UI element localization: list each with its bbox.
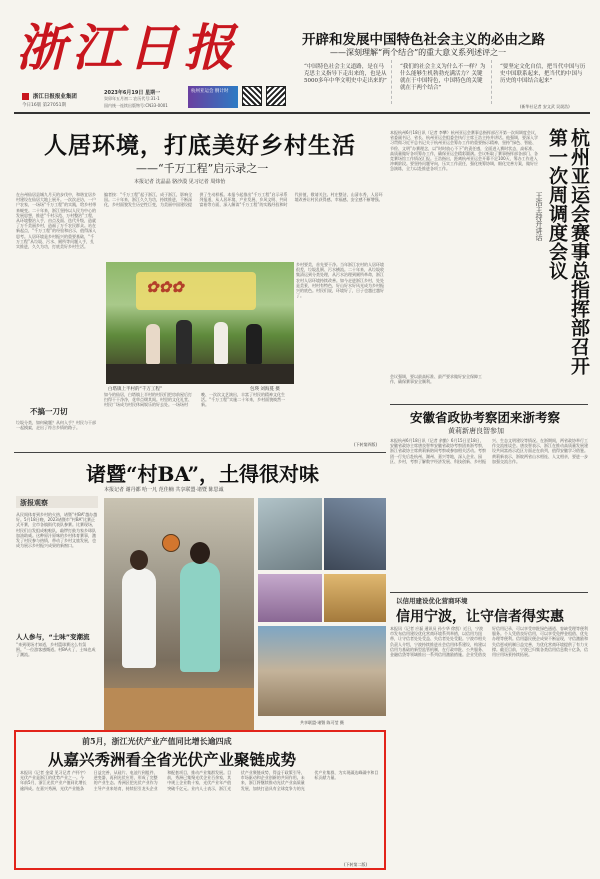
credit-kicker: 以信用建设优化营商环境 bbox=[396, 597, 468, 605]
lead-body-col1b: 垃圾分类，如何破题？从何入手？村民与干部一起摸索，走出了符合乡情的路子。 bbox=[16, 420, 96, 431]
lead-title: 人居环境，打底美好乡村生活 bbox=[44, 132, 356, 159]
column-body-1: 从民间体育到乡村的火热，诸暨“村BA”越办越好。5月18日晚，2023诸暨市“村BA”比赛正式开赛，全市各镇街代表队参赛。比赛现场，村民们自发组成啦啦队，敲锣打鼓为家乡球队加油助威。这种原汁原味的乡村体育赛事，激发了村民参与热情，带动了乡村文旅发展，也成为展示乡村振兴成果的新窗口。 bbox=[16, 512, 98, 549]
credit-headline: 信用宁波，让守信者得实惠 bbox=[396, 609, 564, 625]
quote-1: “中国特色社会主义道路，是在马克思主义指导下走出来的，也是从5000多年中华文明史中走出来的” bbox=[300, 60, 392, 104]
column-label bbox=[16, 496, 98, 508]
right-lead-title: 杭州亚运会赛事总指挥部召开第一次周调度会议 bbox=[546, 128, 590, 375]
column-title: 人人参与，“土味”变潮流 bbox=[16, 633, 90, 641]
lead-body-intro: 编者按：“千万工程”起于浙江，成于浙江，影响全国。二十年来，浙江久久为功，持续推进，不断深化，乡村面貌发生历史性巨变，为美丽中国建设提供了生动样板。本报今起推出“千万工程”启示录系列报道，从人居环境、产业发展、乡风文明、共同富裕等方面，深入解读“千万工程”的实践经验和时代价值，敬请关注。村庄整洁，山清水秀，人居环境改善让村民获得感、幸福感、安全感不断增强。 bbox=[104, 192, 383, 208]
series-title: 开辟和发展中国特色社会主义的必由之路 bbox=[302, 32, 545, 48]
cunba-byline: 本报记者 谢丹都 哈一凡 范佳楠 共享联盟·诸暨 陈思诚 bbox=[104, 487, 224, 493]
player-white bbox=[122, 568, 156, 668]
quote-3: “要坚定文化自信，把当代中国与历史中国联系起来，把当代的中国与历史的中国结合起来” bbox=[500, 64, 586, 84]
series-quotes bbox=[300, 60, 590, 106]
lead-byline: 本报记者 沈晶晶 骆沙漠 见习记者 周炜怡 bbox=[134, 179, 226, 185]
lead-subtitle: ——“千万工程”启示录之一 bbox=[136, 162, 269, 175]
cunba-photo-5 bbox=[324, 574, 386, 622]
masthead-title: 浙江日报 bbox=[16, 18, 240, 77]
asian-games-ad bbox=[188, 86, 238, 108]
lead-body-col2: 如今的仙居，白塔镇上半村的村民们把房前屋后打扫得干干净净，花草点缀其间。村里的文化礼堂、村民广场成为村民休闲娱乐的好去处。一场场村晚、一次次文艺演出，丰富了村民的精神文化生活。“千万工程”实施二十年来，乡村面貌焕然一新。 bbox=[104, 392, 286, 408]
player-green-head bbox=[190, 542, 210, 564]
cunba-title: 诸暨“村BA”，土得很对味 bbox=[86, 462, 320, 486]
solar-kicker: 前5月，浙江光伏产业产值同比增长逾四成 bbox=[82, 736, 232, 746]
masthead-cn: 国内统一连续出版物号:CN33-0001 bbox=[104, 103, 168, 108]
series-subtitle: ——深刻理解“两个结合”的重大意义系列述评之一 bbox=[330, 48, 507, 57]
lead-photo-caption: 白塔镇上半村的“千万工程” bbox=[108, 387, 163, 392]
right-body-2: 会议强调，要以最高标准、最严要求做好安全保障工作，确保赛事安全顺利。 bbox=[390, 374, 482, 385]
masthead-date: 2023年6月19日 星期一 bbox=[104, 90, 161, 96]
performer-3 bbox=[214, 322, 228, 364]
masthead-divider bbox=[14, 112, 590, 114]
masthead-lunar: 癸卯年五月初二 农历代号:31-1 bbox=[104, 96, 160, 101]
cunba-photo-6 bbox=[258, 626, 386, 716]
masthead-group bbox=[22, 92, 77, 100]
group-name: 浙江日报报业集团 bbox=[32, 94, 77, 100]
lead-body-col1: 在台州仙居县城九月天的步伐中，和谐宜居乡村建设在仙居大地上展开。一次次走访，一户户农家，一场场“千万工程”的实践，给乡村带来蜕变。二十年来，浙江坚持以人民为中心的发展思想，推进“千村示范、万村整治”工程，从环境整治入手，由点及面、迭代升级，造就了万千美丽乡村，造福了万千农民群众。站在新起点，“千万工程”的经验和启示，值得深入思考。人居环境是乡村振兴的重要基础，“千万工程”从垃圾、污水、厕所等问题入手，扎实推进，久久为功，打底美好乡村生活。 bbox=[16, 192, 97, 250]
right-body-1: 本报杭州6月18日讯（记者 李攀）杭州亚运会赛事总指挥部召开第一次周调度会议，省委副书记、省长、杭州亚运会组委会执行主席王浩主持并讲话。他强调，要深入学习贯彻习近平总书记关于杭州亚运会筹办工作的重要指示精神，坚持“绿色、智能、节俭、文明”办赛理念，以“时时放心不下”的责任感，全面进入赛时状态，高标准、高质量做好各项筹办工作，确保亚运会精彩圆满。会议听取了赛事指挥部各部门、各竞赛场馆工作情况汇报。王浩指出，距离杭州亚运会开幕不足100天，筹办工作进入冲刺阶段。要坚持问题导向，压实工作责任，强化统筹协调，细化完善方案，做好应急演练，全力以赴推进各项工作。 bbox=[390, 130, 539, 172]
credit-body: 本报讯（记者 应磊 通讯员 孙少华 徐凯）近日，宁波市发布信用建设优化营商环境系列举措，以信用为纽带，让守信者处处受益、失信者处处受限。宁波市相关负责人介绍，宁波持续推进社会信用体系建设，构建以信用为基础的新型监管机制，在行政审批、公共服务、金融信贷等领域推出一系列信用激励措施。企业凭借良好信用记录，可以享受审批绿色通道、容缺受理等便利服务。个人凭借良好信用，可以享受免押金租借、优先办理等便利。信用惠民便企成果不断显现，守信激励和失信惩戒机制日益完善，为优化营商环境提供了有力支撑。截至目前，宁波已归集各类信用信息数十亿条，信用应用场景持续拓展。 bbox=[390, 626, 588, 658]
series-byline: (新华社记者 安文武 吴晟浩) bbox=[520, 104, 570, 109]
qr-code-icon bbox=[242, 86, 262, 106]
qr-code-icon-2 bbox=[266, 86, 286, 106]
player-green bbox=[180, 562, 220, 672]
lead-body-col3: 乡村要美，首先要干净。当年浙江农村的人居环境很差，垃圾乱倒、污水横流。二十年来，从垃圾收集清运到分类处理，从污水治理到厕所革命，浙江农村人居环境持续改善。如今走进浙江乡村，处处是美景，村村有特色，好山好水好风光成为乡村振兴的底色。村民们说，环境好了，日子也越过越好了。 bbox=[296, 262, 384, 299]
anhui-sub: 黄莉新唐良智参加 bbox=[448, 427, 504, 435]
lead-photo-credit: 包瑛 刘海蔓 摄 bbox=[250, 387, 280, 392]
stage-floor bbox=[106, 364, 294, 384]
anhui-title: 安徽省政协考察团来浙考察 bbox=[410, 410, 561, 425]
column-label-text: 浙报观察 bbox=[20, 499, 48, 507]
right-divider-1 bbox=[390, 404, 588, 405]
logo-icon bbox=[22, 93, 29, 100]
cunba-photo-credit: 共享联盟·诸暨 陈可莹 摄 bbox=[300, 720, 344, 725]
solar-title: 从嘉兴秀洲看全省光伏产业聚链成势 bbox=[48, 750, 297, 769]
performer-4 bbox=[246, 324, 262, 364]
right-lead-sub: 王浩主持并讲话 bbox=[535, 192, 543, 241]
lead-photo bbox=[106, 262, 294, 384]
performer-1 bbox=[146, 324, 160, 364]
cunba-photo-4 bbox=[258, 574, 322, 622]
cunba-photo-3 bbox=[324, 498, 386, 570]
court-floor bbox=[104, 688, 254, 730]
ad-title: 杭州亚运会 倒计时 bbox=[191, 89, 229, 94]
player-white-head bbox=[130, 550, 148, 570]
masthead-edition: 今日16版 第27051期 bbox=[22, 103, 66, 108]
mid-divider bbox=[14, 452, 386, 453]
anhui-body: 本报杭州6月18日讯（记者 余勤）6月15日至18日，安徽省政协主席唐良智率安徽省政协考察团来浙考察，浙江省政协主席黄莉新陪同考察或参加相关活动。考察团一行先后赴杭州、湖州、嘉兴等地，深入企业、园区、乡村，考察了解数字经济发展、科技创新、乡村振兴、生态文明建设等情况。在浙期间，两省政协举行工作交流座谈会。唐良智表示，浙江在推动高质量发展建设共同富裕示范区方面走在前列，值得安徽学习借鉴。黄莉新表示，浙皖两省山水相连、人文相亲，要进一步加强交流合作。 bbox=[390, 438, 588, 464]
solar-body: 本报讯（记者 金梁 见习记者 卢怀宇）光伏产业是浙江的优势产业之一。今年前5月，浙江光伏产业产值同比增长逾四成。在嘉兴秀洲，光伏产业链条日益完善，从硅片、电池片到组件、逆变器，再到光伏应用，形成了完整的产业生态。秀洲区把光伏产业作为主导产业来培育，持续招引龙头企业和配套项目，推动产业集群发展。目前，秀洲已集聚光伏企业百余家，其中规上企业数十家，光伏产业年产值突破千亿元。业内人士表示，浙江光伏产业聚链成势，得益于政策引导、市场驱动和企业创新的共同作用。未来，浙江将继续推动光伏产业高质量发展，加快打造具有全球竞争力的光伏产业集群，为实现碳达峰碳中和目标贡献力量。 bbox=[20, 770, 379, 791]
lead-jump: (下转第四版) bbox=[354, 442, 378, 447]
stage-sign-text: ✿✿✿ bbox=[146, 278, 184, 296]
cunba-photo-main bbox=[104, 498, 254, 730]
lead-pullquote: 不搞一刀切 bbox=[30, 407, 68, 416]
right-divider-2 bbox=[390, 592, 588, 593]
basketball-icon bbox=[162, 534, 180, 552]
cunba-photo-2 bbox=[258, 498, 322, 570]
quote-2: “我们的社会主义为什么不一样？为什么能够生机勃勃充满活力？关键就在于中国特色，中国特色的关键就在于两个结合” bbox=[396, 60, 492, 104]
solar-jump: (下转第二版) bbox=[344, 862, 368, 867]
column-body-2: “来到现场才知道，乡村篮球赛这么有氛围。”一位游客感慨道。村BA火了，土味也成了潮流。 bbox=[16, 642, 96, 658]
performer-2 bbox=[176, 320, 192, 364]
